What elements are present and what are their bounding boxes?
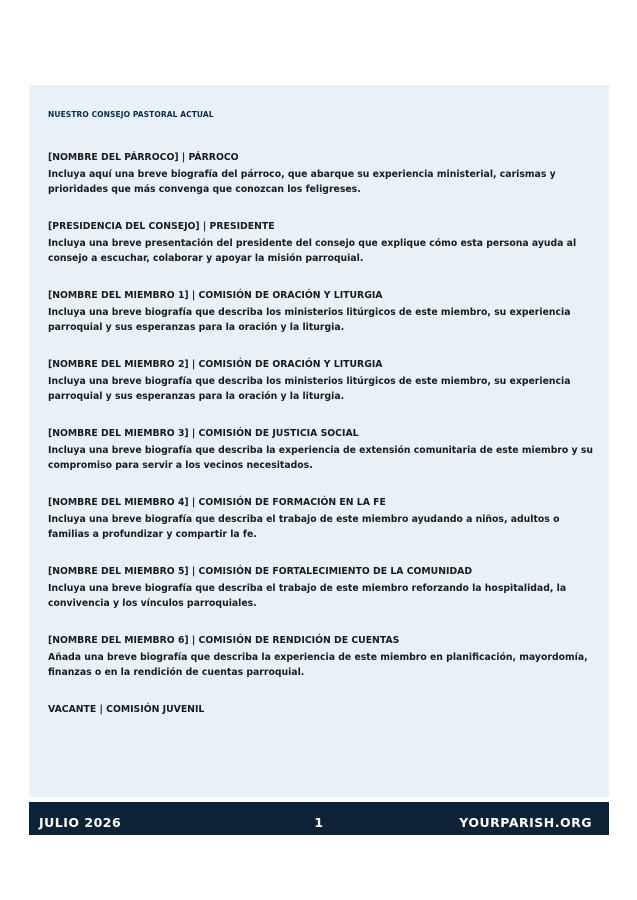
footer-website[interactable]: YOURPARISH.ORG [459,815,592,830]
member-title: VACANTE | COMISIÓN JUVENIL [48,704,205,715]
member-bio: Incluya aquí una breve biografía del párroco, que abarque su experiencia ministerial, carismas y prioridades que más convenga que conozcan los feligreses. [48,169,556,195]
member-bio: Incluya una breve presentación del presidente del consejo que explique cómo esta persona ayuda al consejo a escuchar, colaborar y apoyar la misión parroquial. [48,238,577,264]
council-member-2 [48,359,596,428]
member-bio: Incluya una breve biografía que describa los ministerios litúrgicos de este miembro, su experiencia parroquial y sus esperanzas para la oración y la liturgia. [48,307,571,333]
section-heading: NUESTRO CONSEJO PASTORAL ACTUAL [48,110,214,119]
member-bio: Incluya una breve biografía que describa el trabajo de este miembro reforzando la hospitalidad, la convivencia y los vínculos parroquiales. [48,583,567,609]
council-member-1 [48,290,596,359]
member-title: [NOMBRE DEL MIEMBRO 4] | COMISIÓN DE FORMACIÓN EN LA FE [48,497,386,508]
council-member-3 [48,428,596,497]
member-title: [NOMBRE DEL MIEMBRO 5] | COMISIÓN DE FORTALECIMIENTO DE LA COMUNIDAD [48,566,473,577]
council-member-6 [48,635,596,704]
member-title: [NOMBRE DEL PÁRROCO] | PÁRROCO [48,152,239,163]
member-bio: Añada una breve biografía que describa la experiencia de este miembro en planificación, mayordomía, finanzas o en la rendición de cuentas parroquial. [48,652,588,678]
member-bio: Incluya una breve biografía que describa el trabajo de este miembro ayudando a niños, adultos o familias a profundizar y compartir la fe. [48,514,560,540]
council-member-5 [48,566,596,635]
council-member-list [48,152,596,773]
member-title: [NOMBRE DEL MIEMBRO 6] | COMISIÓN DE RENDICIÓN DE CUENTAS [48,635,400,646]
footer-date: JULIO 2026 [39,815,122,830]
council-member-4 [48,497,596,566]
member-bio: Incluya una breve biografía que describa los ministerios litúrgicos de este miembro, su experiencia parroquial y sus esperanzas para la oración y la liturgia. [48,376,571,402]
council-member-vacant [48,704,596,773]
footer-page-number: 1 [314,815,324,830]
council-panel [29,85,609,797]
member-title: [NOMBRE DEL MIEMBRO 1] | COMISIÓN DE ORACIÓN Y LITURGIA [48,290,383,301]
council-member-president [48,221,596,290]
page-footer [29,802,609,835]
member-title: [NOMBRE DEL MIEMBRO 2] | COMISIÓN DE ORACIÓN Y LITURGIA [48,359,383,370]
member-title: [PRESIDENCIA DEL CONSEJO] | PRESIDENTE [48,221,275,232]
member-bio: Incluya una breve biografía que describa la experiencia de extensión comunitaria de este miembro y su compromiso para servir a los vecinos necesitados. [48,445,594,471]
member-title: [NOMBRE DEL MIEMBRO 3] | COMISIÓN DE JUSTICIA SOCIAL [48,428,359,439]
council-member-pastor [48,152,596,221]
